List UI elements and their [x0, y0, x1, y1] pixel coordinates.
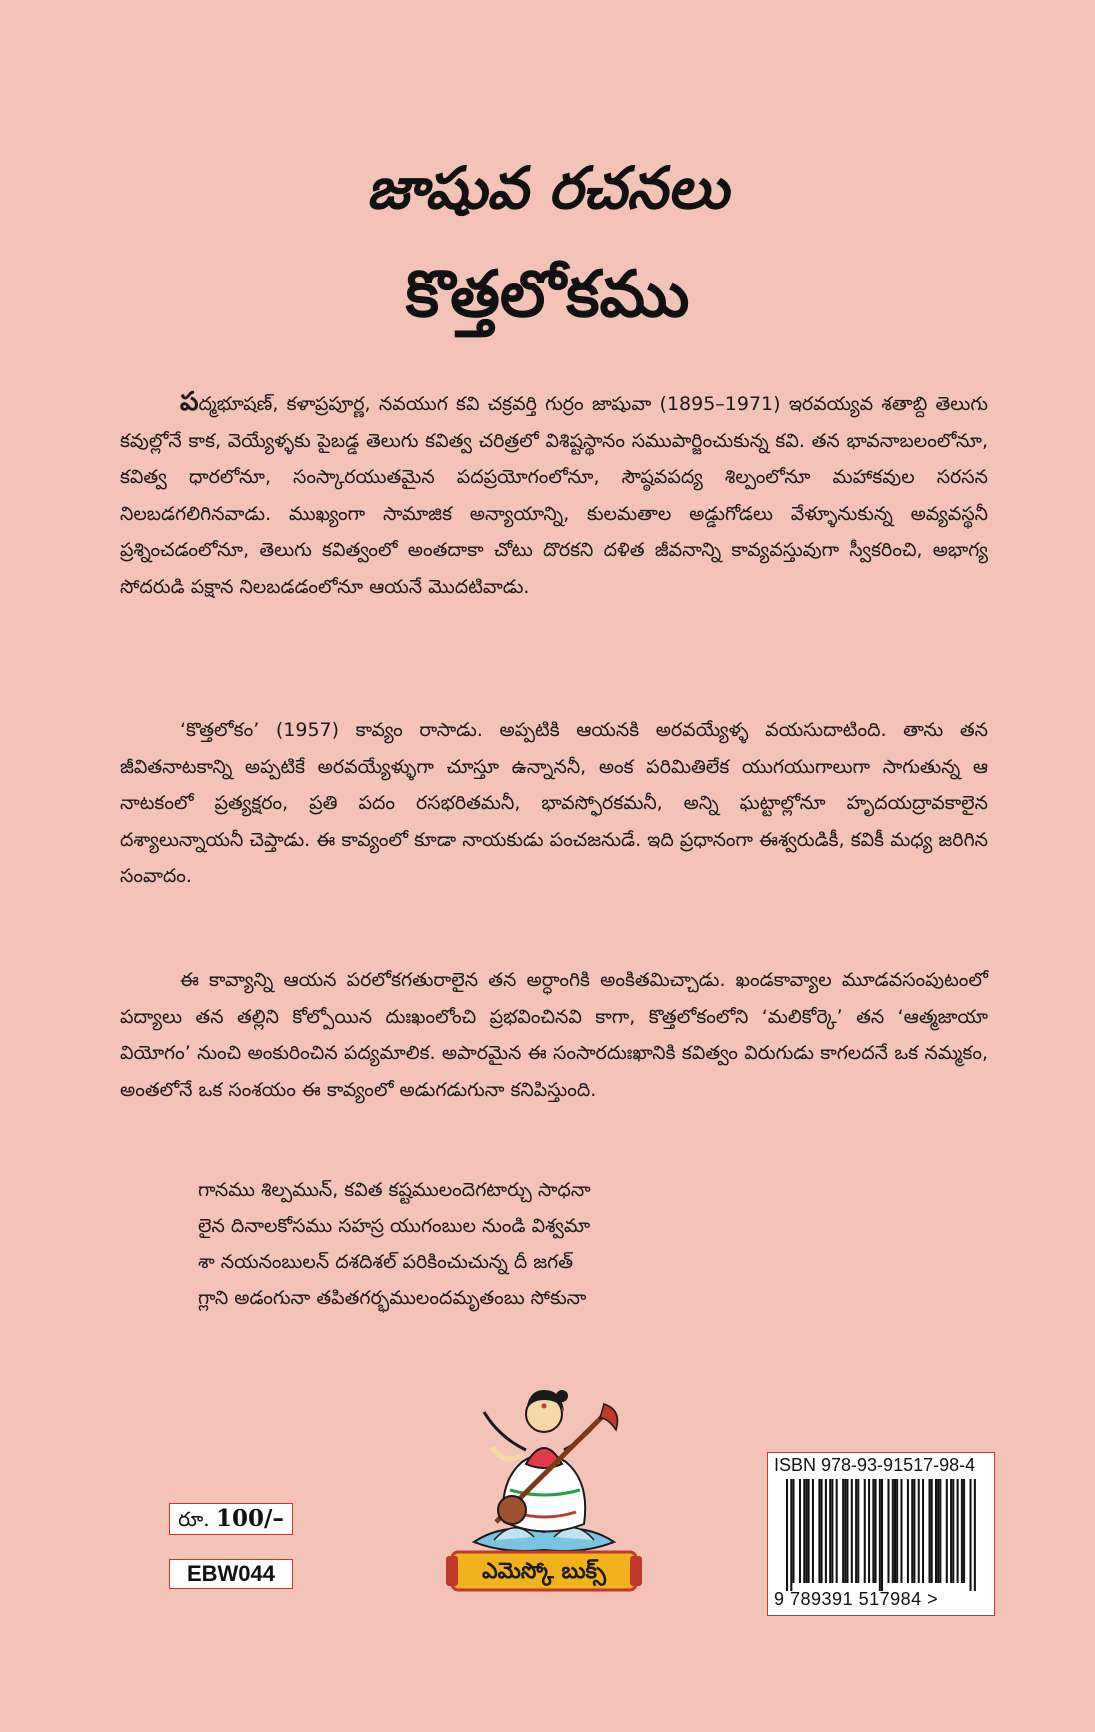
poem-verse: [198, 1172, 898, 1316]
poem-line: లైన దినాలకోసము సహస్ర యుగంబుల నుండి విశ్వమా: [198, 1215, 591, 1237]
barcode-bar: [808, 1479, 810, 1583]
barcode-bar: [881, 1479, 883, 1591]
barcode-bar: [879, 1479, 881, 1591]
price-prefix: రూ.: [178, 1507, 210, 1531]
barcode-bar: [818, 1479, 820, 1583]
paragraph-3: [120, 962, 988, 1108]
barcode-bar: [896, 1479, 898, 1583]
barcode-bar: [900, 1479, 902, 1583]
barcode-bar: [831, 1479, 833, 1583]
barcode-bar: [792, 1479, 794, 1583]
barcode-bar: [864, 1479, 866, 1583]
paragraph-2-text: ‘కొత్తలోకం’ (1957) కావ్యం రాసాడు. అప్పటికి ఆయనకి అరవయ్యేళ్ళ వయసుదాటింది. తాను తన జీవితనాటకాన్ని అప్పటికే అరవయ్యేళ్ళుగా చూస్తూ ఉన్నాననీ, అంక పరిమితిలేక యుగయుగాలుగా సాగుతున్న ఆ నాటకంలో ప్రత్యక్షరం, ప్రతి పదం రసభరితమనీ, భావస్ఫోరకమనీ, అన్ని ఘట్టాల్లోనూ హృదయద్రావకాలైన దశ్యాలున్నాయనీ చెప్తాడు. ఈ కావ్యంలో కూడా నాయకుడు పంచజనుడే. ఇది ప్రధానంగా ఈశ్వరుడికీ, కవికీ మధ్య జరిగిన సంవాదం.: [120, 719, 988, 887]
poem-line: గానము శిల్పమున్, కవిత కష్టములందెగటార్చు సాధనా: [198, 1179, 591, 1201]
barcode-bar: [935, 1479, 937, 1583]
barcode-bar: [892, 1479, 894, 1583]
paragraph-1: [120, 384, 988, 605]
barcode: [786, 1479, 976, 1591]
barcode-bar: [952, 1479, 954, 1583]
barcode-bar: [918, 1479, 920, 1583]
price-amount: 100/–: [216, 1505, 284, 1532]
barcode-bar: [842, 1479, 844, 1583]
barcode-bar: [846, 1479, 848, 1583]
barcode-bar: [929, 1479, 931, 1583]
publisher-name: ఎమెస్కో బుక్స్: [482, 1559, 606, 1584]
barcode-bar: [872, 1479, 874, 1583]
barcode-bar: [825, 1479, 827, 1583]
barcode-bar: [887, 1479, 889, 1583]
barcode-bar: [937, 1479, 939, 1583]
barcode-bar: [957, 1479, 959, 1583]
barcode-bar: [970, 1479, 972, 1591]
barcode-bar: [931, 1479, 933, 1583]
barcode-bar: [803, 1479, 805, 1583]
barcode-bar: [946, 1479, 948, 1583]
barcode-bar: [974, 1479, 976, 1591]
isbn-label: ISBN 978-93-91517-98-4: [774, 1455, 976, 1475]
barcode-bar: [939, 1479, 941, 1583]
barcode-bar: [855, 1479, 857, 1583]
book-series-title: జాషువ రచనలు: [366, 154, 729, 222]
isbn-digits: 9 789391 517984 >: [774, 1589, 939, 1609]
barcode-bar: [851, 1479, 853, 1583]
publisher-logo: [444, 1372, 644, 1597]
barcode-bar: [799, 1479, 801, 1583]
barcode-bar: [922, 1479, 924, 1583]
barcode-bar: [829, 1479, 831, 1583]
barcode-bar: [875, 1479, 877, 1583]
poem-line: గ్లాని అడంగునా తపితగర్భములందమృతంబు సోకునా: [198, 1287, 587, 1309]
barcode-bar: [857, 1479, 859, 1583]
barcode-bar: [907, 1479, 909, 1583]
book-code: EBW044: [169, 1559, 293, 1589]
drop-cap: ప: [180, 387, 199, 417]
isbn-barcode-block: [767, 1452, 995, 1616]
barcode-bar: [868, 1479, 870, 1583]
barcode-bar: [836, 1479, 838, 1583]
barcode-bar: [894, 1479, 896, 1583]
barcode-bar: [812, 1479, 814, 1583]
barcode-bar: [786, 1479, 788, 1591]
barcode-bar: [950, 1479, 952, 1583]
poem-line: శా నయనంబులన్ దశదిశల్ పరికించుచున్న దీ జగత్: [198, 1251, 574, 1273]
barcode-bar: [821, 1479, 823, 1583]
price-box: [169, 1503, 293, 1535]
barcode-bar: [790, 1479, 792, 1591]
paragraph-2: [120, 712, 988, 895]
book-title: కొత్తలోకము: [405, 258, 690, 332]
barcode-bar: [963, 1479, 965, 1583]
paragraph-1-text: ద్మభూషణ్, కళాప్రపూర్ణ, నవయుగ కవి చక్రవర్తి గుర్రం జాషువా (1895–1971) ఇరవయ్యవ శతాబ్ది తెలుగు కవుల్లోనే కాక, వెయ్యేళ్ళకు పైబడ్డ తెలుగు కవిత్వ చరిత్రలో విశిష్టస్థానం సముపార్జించుకున్న కవి. తన భావనాబలంలోనూ, కవిత్వ ధారలోనూ, సంస్కారయుతమైన పదప్రయోగంలోనూ, సౌష్ఠవపద్య శిల్పంలోనూ మహాకవుల సరసన నిలబడగలిగినవాడు. ముఖ్యంగా సామాజిక అన్యాయాన్ని, కులమతాల అడ్డుగోడలు వేళ్ళూనుకున్న అవ్యవస్థనీ ప్రశ్నించడంలోనూ, తెలుగు కవిత్వంలో అంతదాకా చోటు దొరకని దళిత జీవనాన్ని కావ్యవస్తువుగా స్వీకరించి, అభాగ్య సోదరుడి పక్షాన నిలబడడంలోనూ ఆయనే మొదటివాడు.: [120, 393, 988, 598]
barcode-bar: [961, 1479, 963, 1583]
barcode-bar: [913, 1479, 915, 1583]
barcode-bar: [844, 1479, 846, 1583]
barcode-bar: [911, 1479, 913, 1583]
paragraph-3-text: ఈ కావ్యాన్ని ఆయన పరలోకగతురాలైన తన అర్ధాంగికి అంకితమిచ్చాడు. ఖండకావ్యాల మూడవసంపుటంలో పద్యాలు తన తల్లిని కోల్పోయిన దుఃఖంలోంచి ప్రభవించినవి కాగా, కొత్తలోకంలోని ‘మలికోర్కె’ తన ‘ఆత్మజాయా వియోగం’ నుంచి అంకురించిన పద్యమాలిక. అపారమైన ఈ సంసారదుఃఖానికి కవిత్వం విరుగుడు కాగలదనే ఒక నమ్మకం, అంతలోనే ఒక సంశయం ఈ కావ్యంలో అడుగడుగునా కనిపిస్తుంది.: [120, 969, 988, 1101]
barcode-bar: [805, 1479, 807, 1583]
